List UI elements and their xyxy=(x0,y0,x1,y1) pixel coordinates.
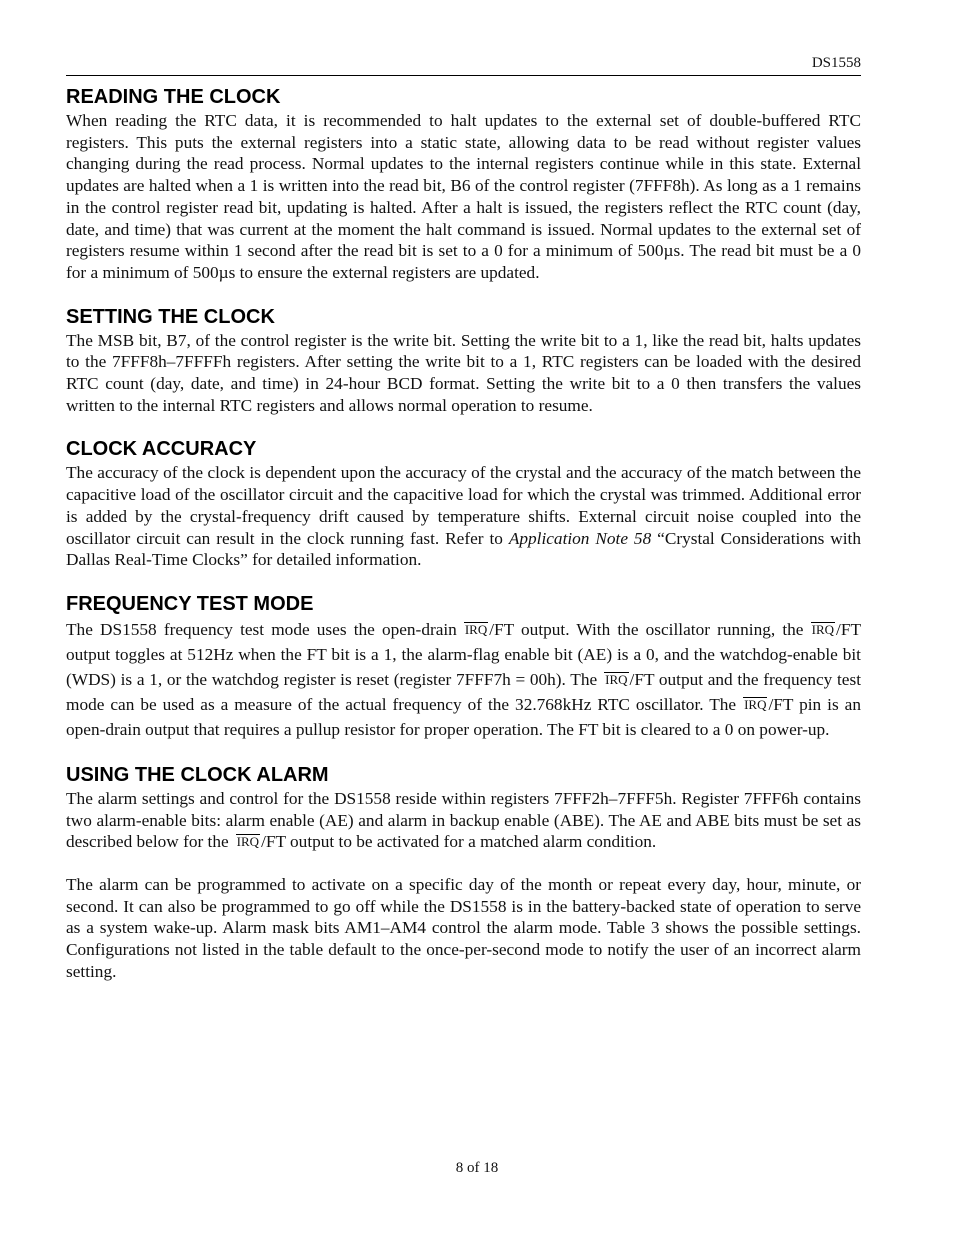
section-paragraph xyxy=(66,462,861,571)
section-paragraph xyxy=(66,617,861,742)
section-paragraph: The alarm can be programmed to activate on a specific day of the month or repeat every day, hour, minute, or second. It can also be programmed to go off while the DS1558 is in the battery-backed state of operation to serve as a system wake-up. Alarm mask bits AM1–AM4 control the alarm mode. Table 3 shows the possible settings. Configurations not listed in the table default to the once-per-second mode to notify the user of an incorrect alarm setting. xyxy=(66,875,861,981)
paragraph-text: /FT output to be activated for a matched alarm condition. xyxy=(261,832,657,852)
irq-signal-overbar: IRQ xyxy=(744,696,767,712)
paragraph-text: /FT pin is an open-drain output that requires a pullup resistor for proper operation. The FT bit is cleared to a 0 on power-up. xyxy=(66,694,861,739)
section-heading: FREQUENCY TEST MODE xyxy=(66,592,314,615)
page-number: 8 of 18 xyxy=(455,1160,499,1176)
section-frequency-test-mode xyxy=(66,592,861,742)
section-setting-the-clock xyxy=(66,305,861,417)
irq-signal-overbar: IRQ xyxy=(811,621,835,637)
paragraph-text: /FT output and the frequency test mode can be used as a measure of the actual frequency of the 32.768kHz RTC oscillator. The xyxy=(66,669,861,714)
section-heading: CLOCK ACCURACY xyxy=(66,438,257,461)
section-clock-accuracy xyxy=(66,437,861,571)
irq-signal-overbar: IRQ xyxy=(236,834,260,850)
application-note-reference: Application Note 58 xyxy=(508,528,652,548)
section-heading: READING THE CLOCK xyxy=(66,86,281,108)
section-paragraph: When reading the RTC data, it is recommended to halt updates to the external set of double-buffered RTC registers. This puts the external registers into a static state, allowing data to be read without register values changing during the read process. Normal updates to the internal registers continue while in this state. External updates are halted when a 1 is written into the read bit, B6 of the control register (7FFF8h). As long as a 1 remains in the control register read bit, updating is halted. After a halt is issued, the registers reflect the RTC count (day, date, and time) that was current at the moment the halt command is issued. Normal updates to the external set of registers resume within 1 second after the read bit is set to a 0 for a minimum of 500µs. The read bit must be a 0 for a minimum of 500µs to ensure the external registers are updated. xyxy=(66,111,861,282)
paragraph-text: /FT output toggles at 512Hz when the FT bit is a 1, the alarm-flag enable bit (AE) is a 0, and the watchdog-enable bit (WDS) is a 1, or the watchdog register is reset (register 7FFF7h = 00h). The xyxy=(66,619,861,689)
paragraph-text: The DS1558 frequency test mode uses the open-drain xyxy=(66,619,457,639)
paragraph-text: The alarm settings and control for the DS1558 reside within registers 7FFF2h–7FFF5h. Register 7FFF6h contains two alarm-enable bits: alarm enable (AE) and alarm in backup enable (ABE). The AE and ABE bits must be set as described below for the xyxy=(66,788,861,852)
section-heading: USING THE CLOCK ALARM xyxy=(66,763,329,786)
section-using-the-clock-alarm xyxy=(66,763,861,983)
paragraph-text: “Crystal Considerations with Dallas Real-Time Clocks” for detailed information. xyxy=(66,528,861,570)
paragraph-text: The accuracy of the clock is dependent upon the accuracy of the crystal and the accuracy of the match between the capacitive load of the oscillator circuit and the capacitive load for which the crystal was trimmed. Additional error is added by the crystal-frequency drift caused by temperature shifts. External circuit noise coupled into the oscillator circuit can result in the clock running fast. Refer to xyxy=(66,463,861,548)
paragraph-text: /FT output. With the oscillator running, the xyxy=(489,619,804,639)
irq-signal-overbar: IRQ xyxy=(464,621,488,637)
section-paragraph: The MSB bit, B7, of the control register is the write bit. Setting the write bit to a 1, like the read bit, halts updates to the 7FFF8h–7FFFFh registers. After setting the write bit to a 1, RTC registers can be loaded with the desired RTC count (day, date, and time) in 24-hour BCD format. Setting the write bit to a 0 then transfers the values written to the internal RTC registers and allows normal operation to resume. xyxy=(66,330,861,415)
section-paragraph xyxy=(66,788,861,853)
header-divider xyxy=(66,75,861,76)
section-heading: SETTING THE CLOCK xyxy=(66,305,275,328)
section-reading-the-clock xyxy=(66,85,861,284)
irq-signal-overbar: IRQ xyxy=(605,671,628,687)
page-content xyxy=(66,85,861,983)
document-id: DS1558 xyxy=(811,55,861,71)
